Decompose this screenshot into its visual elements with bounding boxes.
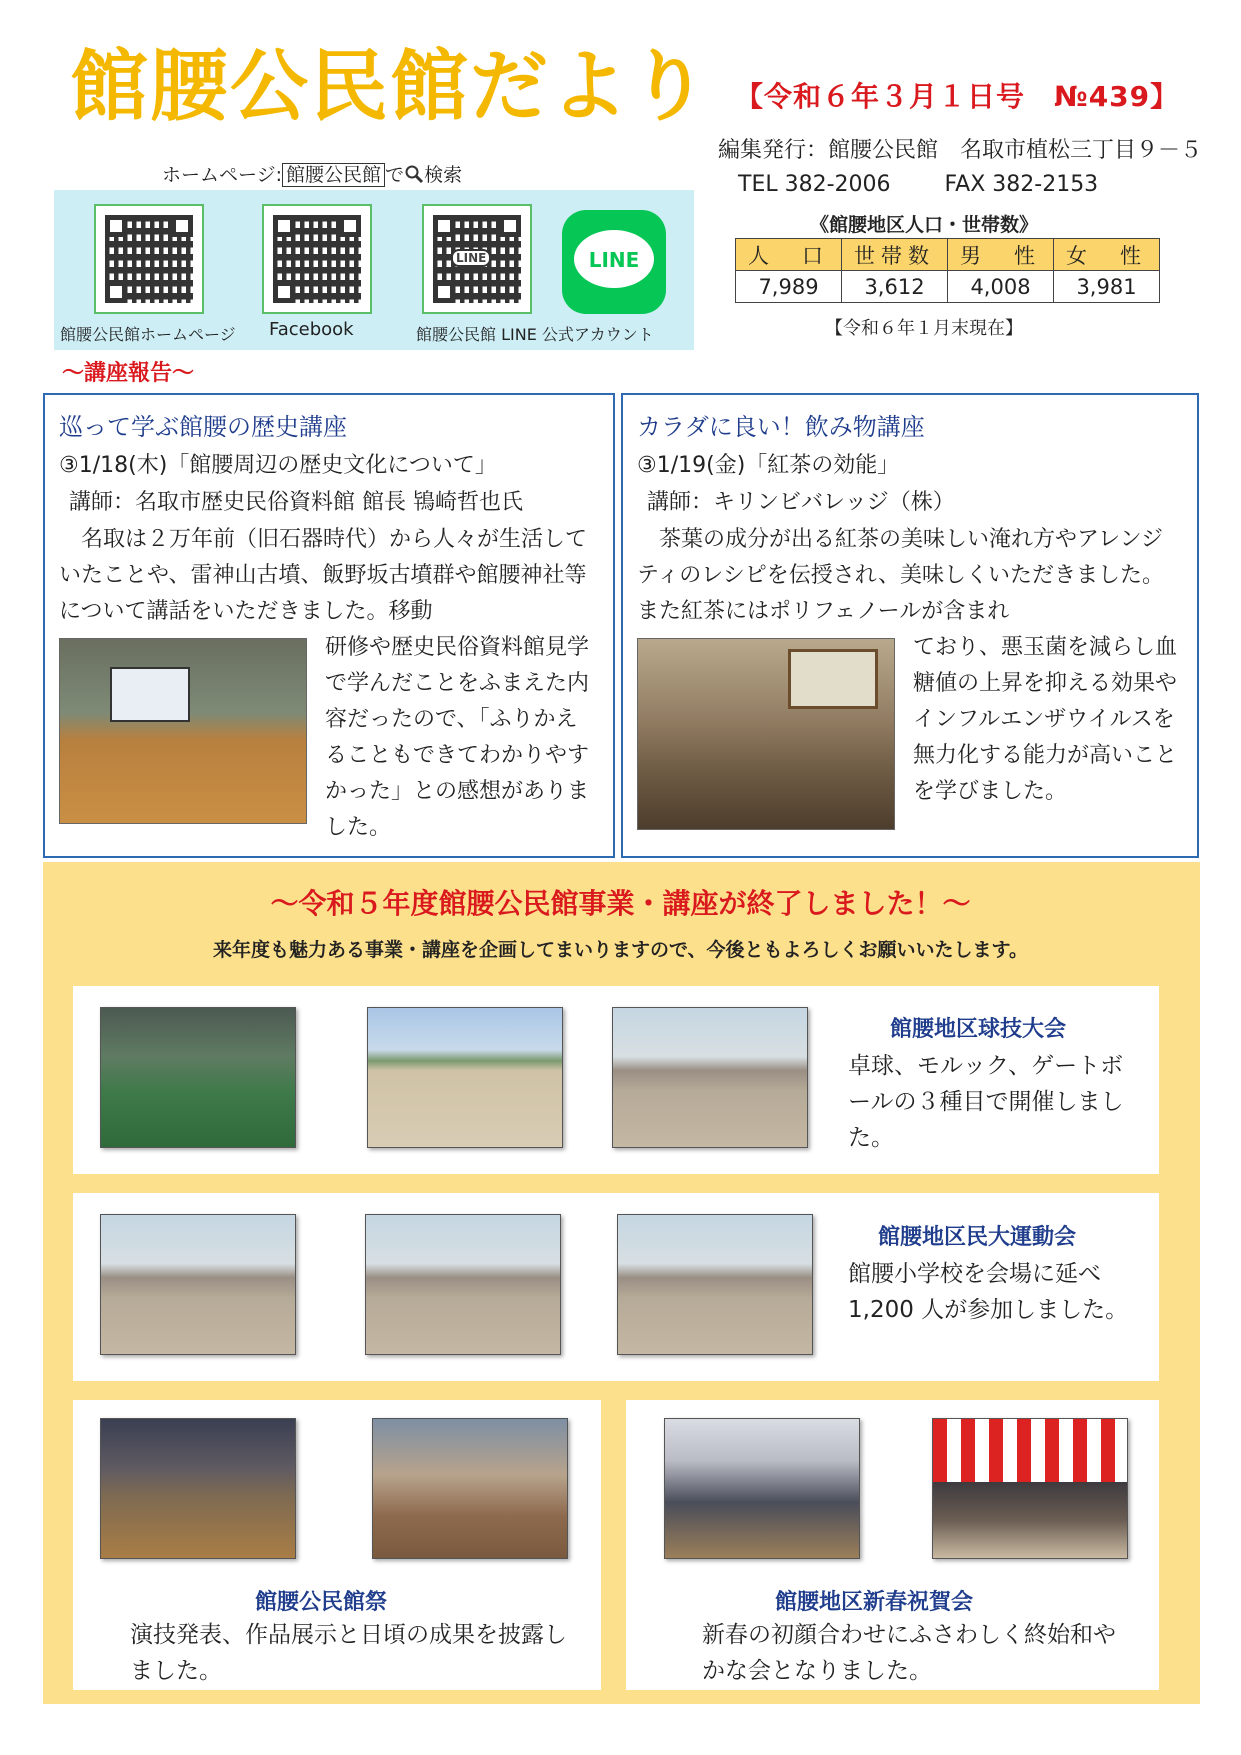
- population-title: 《館腰地区人口・世帯数》: [810, 214, 1039, 236]
- report-card-drinks: [621, 393, 1199, 858]
- qr-code-panel: [54, 190, 694, 350]
- households-value: 3,612: [842, 271, 948, 303]
- male-header: 男 性: [948, 239, 1054, 271]
- events-section-subtitle: 来年度も魅力ある事業・講座を企画してまいりますので、今後ともよろしくお願いいたします。: [212, 939, 1029, 961]
- homepage-search-hint: [162, 160, 462, 187]
- homepage-keyword: 館腰公民館: [282, 163, 385, 187]
- search-label: 検索: [424, 164, 463, 186]
- female-value: 3,981: [1054, 271, 1160, 303]
- report-session: ③1/18(木)「館腰周辺の歴史文化について」: [59, 453, 497, 478]
- event-title: 館腰地区新春祝賀会: [775, 1590, 974, 1615]
- line-logo-text: LINE: [588, 248, 640, 272]
- report-body-top: 名取は２万年前（旧石器時代）から人々が生活していたことや、雷神山古墳、飯野坂古墳群や館腰神社等について講話をいただきました。移動: [59, 527, 588, 624]
- sports-day-photo-1: [100, 1214, 296, 1355]
- report-lecturer: 講師：キリンビバレッジ（株）: [647, 490, 955, 515]
- facebook-qr-code[interactable]: [262, 204, 372, 314]
- issue-label: 【令和６年３月１日号 №439】: [735, 80, 1180, 113]
- households-header: 世帯数: [842, 239, 948, 271]
- report-card-history: [43, 393, 615, 858]
- event-body: 館腰小学校を会場に延べ1,200 人が参加しました。: [848, 1261, 1129, 1323]
- event-body: 演技発表、作品展示と日頃の成果を披露しました。: [130, 1622, 567, 1684]
- new-year-party-photo: [932, 1418, 1128, 1559]
- exhibition-photo: [372, 1418, 568, 1559]
- homepage-qr-label: 館腰公民館ホームページ: [60, 325, 236, 344]
- event-body: 卓球、モルック、ゲートボールの３種目で開催しました。: [848, 1053, 1124, 1151]
- population-table: [735, 238, 1160, 303]
- population-as-of: 【令和６年１月末現在】: [825, 318, 1023, 339]
- report-body-top: 茶葉の成分が出る紅茶の美味しい淹れ方やアレンジティのレシピを伝授され、美味しくいただきました。また紅茶にはポリフェノールが含まれ: [637, 527, 1165, 624]
- report-body: [59, 522, 599, 846]
- line-logo-icon[interactable]: [562, 210, 666, 314]
- report-body: [637, 522, 1183, 810]
- contact-numbers: [718, 168, 1202, 202]
- publisher-info: [718, 134, 1202, 202]
- homepage-prefix: ホームページ:: [162, 164, 283, 186]
- report-title: 巡って学ぶ館腰の歴史講座: [59, 413, 347, 441]
- line-qr-badge: LINE: [451, 249, 491, 267]
- lecture-hall-photo: [59, 638, 307, 824]
- newsletter-title: 館腰公民館だより: [70, 42, 711, 132]
- fax-number: FAX 382-2153: [944, 172, 1099, 197]
- male-value: 4,008: [948, 271, 1054, 303]
- facebook-qr-label: Facebook: [269, 319, 354, 340]
- population-header: 人 口: [736, 239, 842, 271]
- homepage-qr-code[interactable]: [94, 204, 204, 314]
- line-qr-code[interactable]: [422, 204, 532, 314]
- event-title: 館腰地区球技大会: [890, 1017, 1067, 1042]
- report-session: ③1/19(金)「紅茶の効能」: [637, 453, 900, 478]
- female-header: 女 性: [1054, 239, 1160, 271]
- tea-class-photo: [637, 638, 895, 830]
- new-year-speech-photo: [664, 1418, 860, 1559]
- publisher-address: 編集発行：館腰公民館 名取市植松三丁目９－５: [718, 138, 1203, 163]
- report-body-wrap: ており、悪玉菌を減らし血糖値の上昇を抑える効果やインフルエンザウイルスを無力化する能力が高いことを学びました。: [913, 635, 1178, 804]
- event-title: 館腰地区民大運動会: [878, 1225, 1077, 1250]
- population-value: 7,989: [736, 271, 842, 303]
- homepage-suffix: で: [385, 164, 405, 186]
- events-section-title: ～令和５年度館腰公民館事業・講座が終了しました！～: [270, 887, 971, 920]
- search-icon: [404, 164, 424, 186]
- reports-section-label: ～講座報告～: [62, 361, 195, 386]
- tel-number: TEL 382-2006: [738, 172, 891, 197]
- tug-of-war-photo: [617, 1214, 813, 1355]
- table-tennis-photo: [100, 1007, 296, 1148]
- gateball-photo: [612, 1007, 808, 1148]
- sports-day-photo-2: [365, 1214, 561, 1355]
- report-body-wrap: 研修や歴史民俗資料館見学で学んだことをふまえた内容だったので、「ふりかえることもできてわかりやすかった」との感想がありました。: [325, 635, 590, 840]
- report-title: カラダに良い！飲み物講座: [637, 413, 925, 441]
- molkky-photo: [367, 1007, 563, 1148]
- report-lecturer: 講師：名取市歴史民俗資料館 館長 鴇崎哲也氏: [69, 490, 523, 515]
- line-qr-label: 館腰公民館 LINE 公式アカウント: [416, 325, 654, 344]
- event-title: 館腰公民館祭: [255, 1590, 388, 1615]
- stage-performance-photo: [100, 1418, 296, 1559]
- event-body: 新春の初顔合わせにふさわしく終始和やかな会となりました。: [702, 1622, 1116, 1684]
